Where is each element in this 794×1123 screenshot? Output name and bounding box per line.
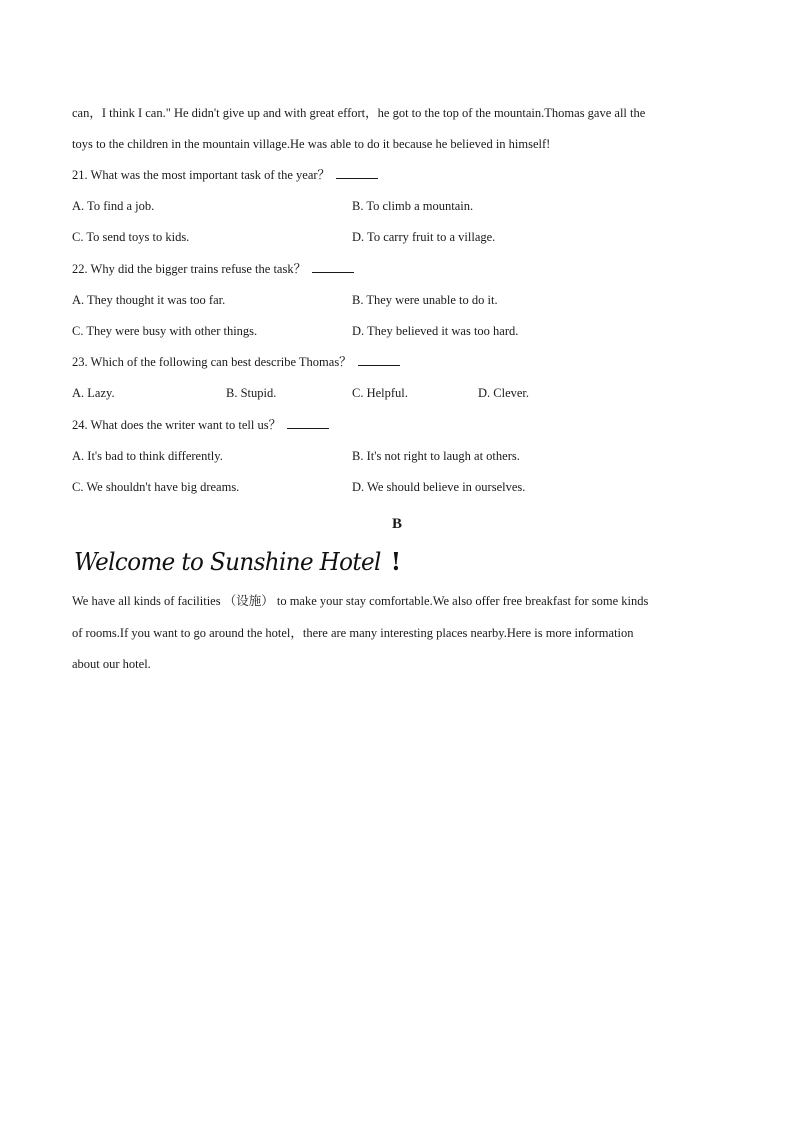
hotel-welcome-title-mark: ! (390, 548, 401, 577)
question-21-stem: 21. What was the most important task of the year？ (72, 168, 331, 182)
answer-blank-23[interactable] (358, 354, 400, 366)
hotel-intro-line-3: about our hotel. (72, 657, 151, 671)
q21-option-b: B. To climb a mountain. (352, 199, 474, 213)
hotel-intro-line-1: We have all kinds of facilities （设施） to make your stay comfortable.We also offer free breakfast for some kinds (72, 594, 649, 608)
q23-option-c: C. Helpful. (352, 386, 408, 400)
hotel-welcome-title-text: Welcome to Sunshine Hotel (74, 549, 381, 577)
q23-option-d: D. Clever. (478, 386, 530, 400)
q21-option-d: D. To carry fruit to a village. (352, 230, 496, 244)
q24-option-a: A. It's bad to think differently. (72, 449, 223, 463)
q23-option-a: A. Lazy. (72, 386, 115, 400)
q22-option-a: A. They thought it was too far. (72, 293, 226, 307)
section-b-heading: B (391, 516, 402, 532)
question-24 (72, 417, 329, 433)
question-22-stem: 22. Why did the bigger trains refuse the task？ (72, 262, 307, 276)
answer-blank-24[interactable] (287, 417, 329, 429)
passage-line-1: can，I think I can." He didn't give up and with great effort，he got to the top of the mountain.Thomas gave all the (72, 106, 646, 120)
q22-option-b: B. They were unable to do it. (352, 293, 498, 307)
question-23 (72, 354, 400, 370)
q24-option-b: B. It's not right to laugh at others. (352, 449, 520, 463)
answer-blank-22[interactable] (312, 261, 354, 273)
answer-blank-21[interactable] (336, 167, 378, 179)
q21-option-c: C. To send toys to kids. (72, 230, 190, 244)
q22-option-d: D. They believed it was too hard. (352, 324, 519, 338)
question-21 (72, 167, 378, 183)
q23-option-b: B. Stupid. (226, 386, 277, 400)
hotel-intro-line-2: of rooms.If you want to go around the hotel，there are many interesting places nearby.Here is more information (72, 626, 634, 640)
question-24-stem: 24. What does the writer want to tell us？ (72, 418, 282, 432)
question-22 (72, 261, 354, 277)
question-23-stem: 23. Which of the following can best describe Thomas？ (72, 355, 352, 369)
passage-line-2: toys to the children in the mountain village.He was able to do it because he believed in himself! (72, 137, 551, 151)
q21-option-a: A. To find a job. (72, 199, 155, 213)
q22-option-c: C. They were busy with other things. (72, 324, 258, 338)
hotel-welcome-title (74, 548, 400, 576)
q24-option-d: D. We should believe in ourselves. (352, 480, 526, 494)
q24-option-c: C. We shouldn't have big dreams. (72, 480, 240, 494)
